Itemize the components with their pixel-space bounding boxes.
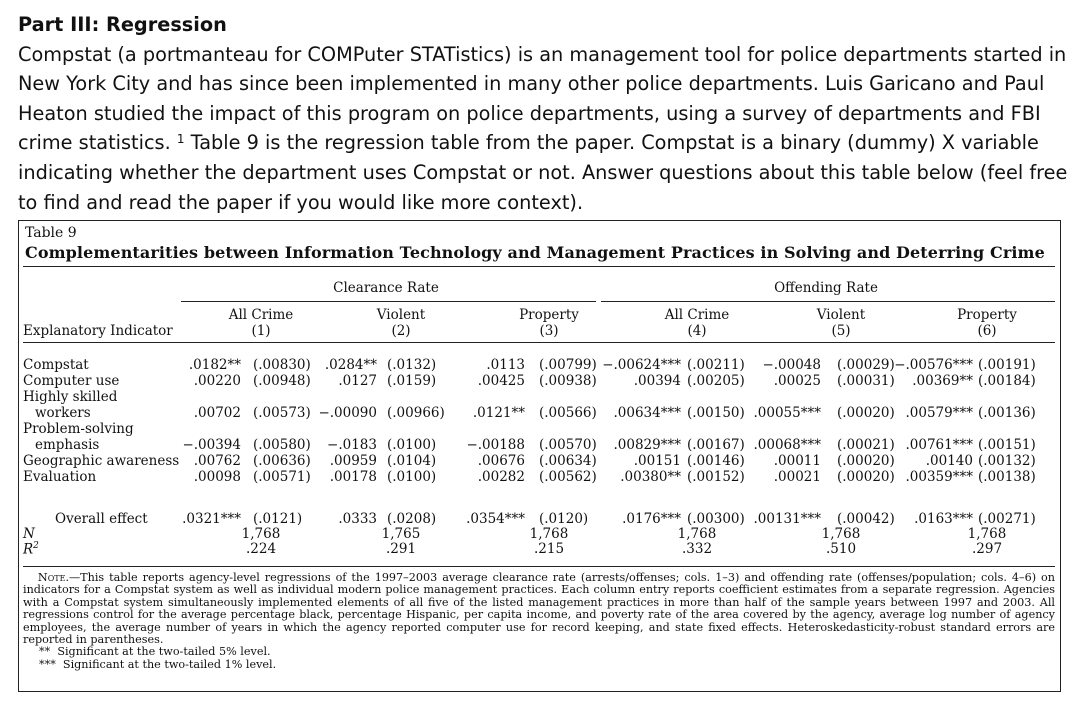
overall-row-se: (.0121) <box>253 511 303 527</box>
note-body: .—This table reports agency-level regressions of the 1997–2003 average clearance rate (arrests/offenses; cols. 1–3) and offending rate (offenses/population; cols. 4–6) on indicators for a Compstat system as well as individual modern police management practices. Each column entry reports coefficient estimates from a separate regression. Agencies with a Compstat system simultaneously implemented elements of all five of the listed management practices in more than half of the sample years between 1997 and 2003. All regressions control for the average percentage black, percentage Hispanic, per capita income, and poverty rate of the area covered by the agency, average log number of agency employees, the average number of years in which the agency reported computer use for record keeping, and state fixed effects. Heteroskedasticity-robust standard errors are reported in parentheses. <box>23 571 1055 647</box>
footnote-marker: 1 <box>176 132 185 147</box>
group-header-clearance: Clearance Rate <box>333 280 439 296</box>
table-row-se: (.00136) <box>978 405 1036 421</box>
table-row-coef: .0182** <box>188 357 241 373</box>
table-row-coef: .0113 <box>486 357 525 373</box>
row-label: Geographic awareness <box>23 453 180 469</box>
column-header-name: Property <box>957 307 1017 323</box>
row-label: Highly skilled <box>23 389 118 405</box>
table-row-se: (.00566) <box>539 405 597 421</box>
table-row-coef: .00178 <box>329 469 377 485</box>
r2-value: .332 <box>681 541 713 557</box>
clearance-span-rule <box>181 301 596 302</box>
intro-text <box>18 10 1068 217</box>
table-row-se: (.00570) <box>539 437 597 453</box>
table-row-se: (.00150) <box>687 405 745 421</box>
n-value: 1,768 <box>677 526 717 542</box>
table-row-coef: .00025 <box>773 373 821 389</box>
table-row-se: (.0100) <box>387 437 437 453</box>
r2-value: .215 <box>533 541 565 557</box>
column-header-number: (6) <box>977 323 997 339</box>
column-header-name: Violent <box>816 307 866 323</box>
column-header-name: Violent <box>376 307 426 323</box>
row-label: Evaluation <box>23 469 97 485</box>
table-title: Complementarities between Information Technology and Management Practices in Solving and Deterring Crime <box>25 243 1045 262</box>
r2-value: .224 <box>245 541 277 557</box>
table-row-se: (.00167) <box>687 437 745 453</box>
table-row-coef: .00634*** <box>613 405 681 421</box>
table-row-se: (.00152) <box>687 469 745 485</box>
table-row-coef: .00380** <box>620 469 681 485</box>
table-figure <box>18 220 1061 692</box>
top-rule <box>23 266 1055 267</box>
column-header-number: (1) <box>251 323 271 339</box>
table-row-se: (.00191) <box>978 357 1036 373</box>
table-row-coef: .00762 <box>193 453 241 469</box>
row-label: Computer use <box>23 373 120 389</box>
overall-row-se: (.00042) <box>837 511 895 527</box>
overall-row-coef: .0333 <box>338 511 377 527</box>
table-row-coef: −.00188 <box>466 437 525 453</box>
table-row-coef: .00425 <box>477 373 525 389</box>
table-row-coef: .00702 <box>193 405 241 421</box>
table-row-coef: −.00048 <box>762 357 821 373</box>
r2-value: .291 <box>385 541 417 557</box>
table-row-se: (.0100) <box>387 469 437 485</box>
table-row-se: (.00184) <box>978 373 1036 389</box>
offending-span-rule <box>601 301 1055 302</box>
table-row-se: (.00211) <box>687 357 745 373</box>
note-sig-5: ** Significant at the two-tailed 5% level. <box>39 645 271 659</box>
intro-paragraph <box>18 40 1068 218</box>
table-row-se: (.00020) <box>837 469 895 485</box>
table-row-se: (.00205) <box>687 373 745 389</box>
table-row-coef: .00021 <box>773 469 821 485</box>
table-row-coef: .0127 <box>338 373 377 389</box>
row-label: Compstat <box>23 357 89 373</box>
table-row-coef: −.00576*** <box>894 357 973 373</box>
table-row-coef: .00055*** <box>753 405 821 421</box>
overall-row-se: (.00300) <box>687 511 745 527</box>
overall-row-se: (.0208) <box>387 511 437 527</box>
table-row-coef: .00151 <box>633 453 681 469</box>
table-row-coef: .00068*** <box>753 437 821 453</box>
n-value: 1,768 <box>529 526 569 542</box>
table-row-se: (.0159) <box>387 373 437 389</box>
n-label: N <box>23 526 35 542</box>
table-row-se: (.00562) <box>539 469 597 485</box>
table-row-coef: .00282 <box>477 469 525 485</box>
table-row-se: (.00636) <box>253 453 311 469</box>
overall-row-coef: .0321*** <box>182 511 241 527</box>
n-value: 1,768 <box>821 526 861 542</box>
table-row-se: (.00634) <box>539 453 597 469</box>
table-row-se: (.00938) <box>539 373 597 389</box>
r2-value: .510 <box>825 541 857 557</box>
header-rule <box>23 342 1055 343</box>
table-row-se: (.00830) <box>253 357 311 373</box>
table-row-coef: .00011 <box>773 453 821 469</box>
table-row-se: (.00020) <box>837 453 895 469</box>
note-lead: Note <box>37 571 66 584</box>
overall-label: Overall effect <box>55 511 148 527</box>
column-header-number: (3) <box>539 323 559 339</box>
stub-header: Explanatory Indicator <box>23 323 173 339</box>
table-row-coef: −.0183 <box>327 437 377 453</box>
table-row-se: (.00799) <box>539 357 597 373</box>
table-row-se: (.00573) <box>253 405 311 421</box>
table-row-coef: −.00624*** <box>602 357 681 373</box>
n-value: 1,768 <box>967 526 1007 542</box>
table-row-coef: .00140 <box>925 453 973 469</box>
n-value: 1,768 <box>241 526 281 542</box>
r2-label: $R^2$ <box>23 541 39 558</box>
r2-value: .297 <box>971 541 1003 557</box>
table-row-se: (.00132) <box>978 453 1036 469</box>
table-row-coef: .00761*** <box>905 437 973 453</box>
table-row-coef: −.00394 <box>182 437 241 453</box>
group-header-offending: Offending Rate <box>774 280 878 296</box>
table-row-se: (.00948) <box>253 373 311 389</box>
bottom-rule <box>23 566 1055 567</box>
table-row-coef: .00676 <box>477 453 525 469</box>
column-header-number: (4) <box>687 323 707 339</box>
table-row-coef: .00359*** <box>905 469 973 485</box>
overall-row-coef: .00131*** <box>753 511 821 527</box>
table-row-coef: .00394 <box>633 373 681 389</box>
table-row-se: (.00966) <box>387 405 445 421</box>
column-header-name: All Crime <box>664 307 730 323</box>
note-text <box>23 572 1055 646</box>
column-header-name: All Crime <box>228 307 294 323</box>
overall-row-coef: .0176*** <box>622 511 681 527</box>
table-row-coef: .00220 <box>193 373 241 389</box>
column-header-number: (2) <box>391 323 411 339</box>
table-row-se: (.00151) <box>978 437 1036 453</box>
table-row-se: (.00571) <box>253 469 311 485</box>
column-header-number: (5) <box>831 323 851 339</box>
row-label-cont: emphasis <box>35 437 100 453</box>
table-label: Table 9 <box>25 225 77 241</box>
table-note <box>23 572 1055 671</box>
overall-row-se: (.0120) <box>539 511 589 527</box>
table-row-coef: .0284** <box>324 357 377 373</box>
overall-row-coef: .0163*** <box>914 511 973 527</box>
n-value: 1,765 <box>381 526 421 542</box>
column-header-name: Property <box>519 307 579 323</box>
table-row-coef: .00369** <box>912 373 973 389</box>
intro-paragraph-part2: Table 9 is the regression table from the paper. Compstat is a binary (dummy) X variable indicating whether the department uses Compstat or not. Answer questions about this table below (feel free to find and read the paper if you would like more context). <box>18 131 1068 214</box>
table-row-se: (.00021) <box>837 437 895 453</box>
row-label-cont: workers <box>35 405 91 421</box>
section-heading: Part III: Regression <box>18 13 227 36</box>
note-sig-1: *** Significant at the two-tailed 1% level. <box>39 657 277 671</box>
overall-row-se: (.00271) <box>978 511 1036 527</box>
table-row-coef: .00829*** <box>613 437 681 453</box>
row-label: Problem-solving <box>23 421 134 437</box>
table-row-se: (.0132) <box>387 357 437 373</box>
table-row-se: (.00138) <box>978 469 1036 485</box>
table-row-se: (.00029) <box>837 357 895 373</box>
table-row-coef: .00098 <box>193 469 241 485</box>
table-row-se: (.00031) <box>837 373 895 389</box>
table-row-coef: −.00090 <box>318 405 377 421</box>
overall-row-coef: .0354*** <box>466 511 525 527</box>
table-row-coef: .00959 <box>329 453 377 469</box>
intro-paragraph-part1: Compstat (a portmanteau for COMPuter STATistics) is an management tool for police departments started in New York City and has since been implemented in many other police departments. Luis Garicano and Paul Heaton studied the impact of this program on police departments, using a survey of departments and FBI crime statistics. <box>18 42 1067 155</box>
table-row-coef: .00579*** <box>905 405 973 421</box>
table-row-se: (.00580) <box>253 437 311 453</box>
table-row-se: (.0104) <box>387 453 437 469</box>
table-row-coef: .0121** <box>472 405 525 421</box>
table-row-se: (.00146) <box>687 453 745 469</box>
table-row-se: (.00020) <box>837 405 895 421</box>
